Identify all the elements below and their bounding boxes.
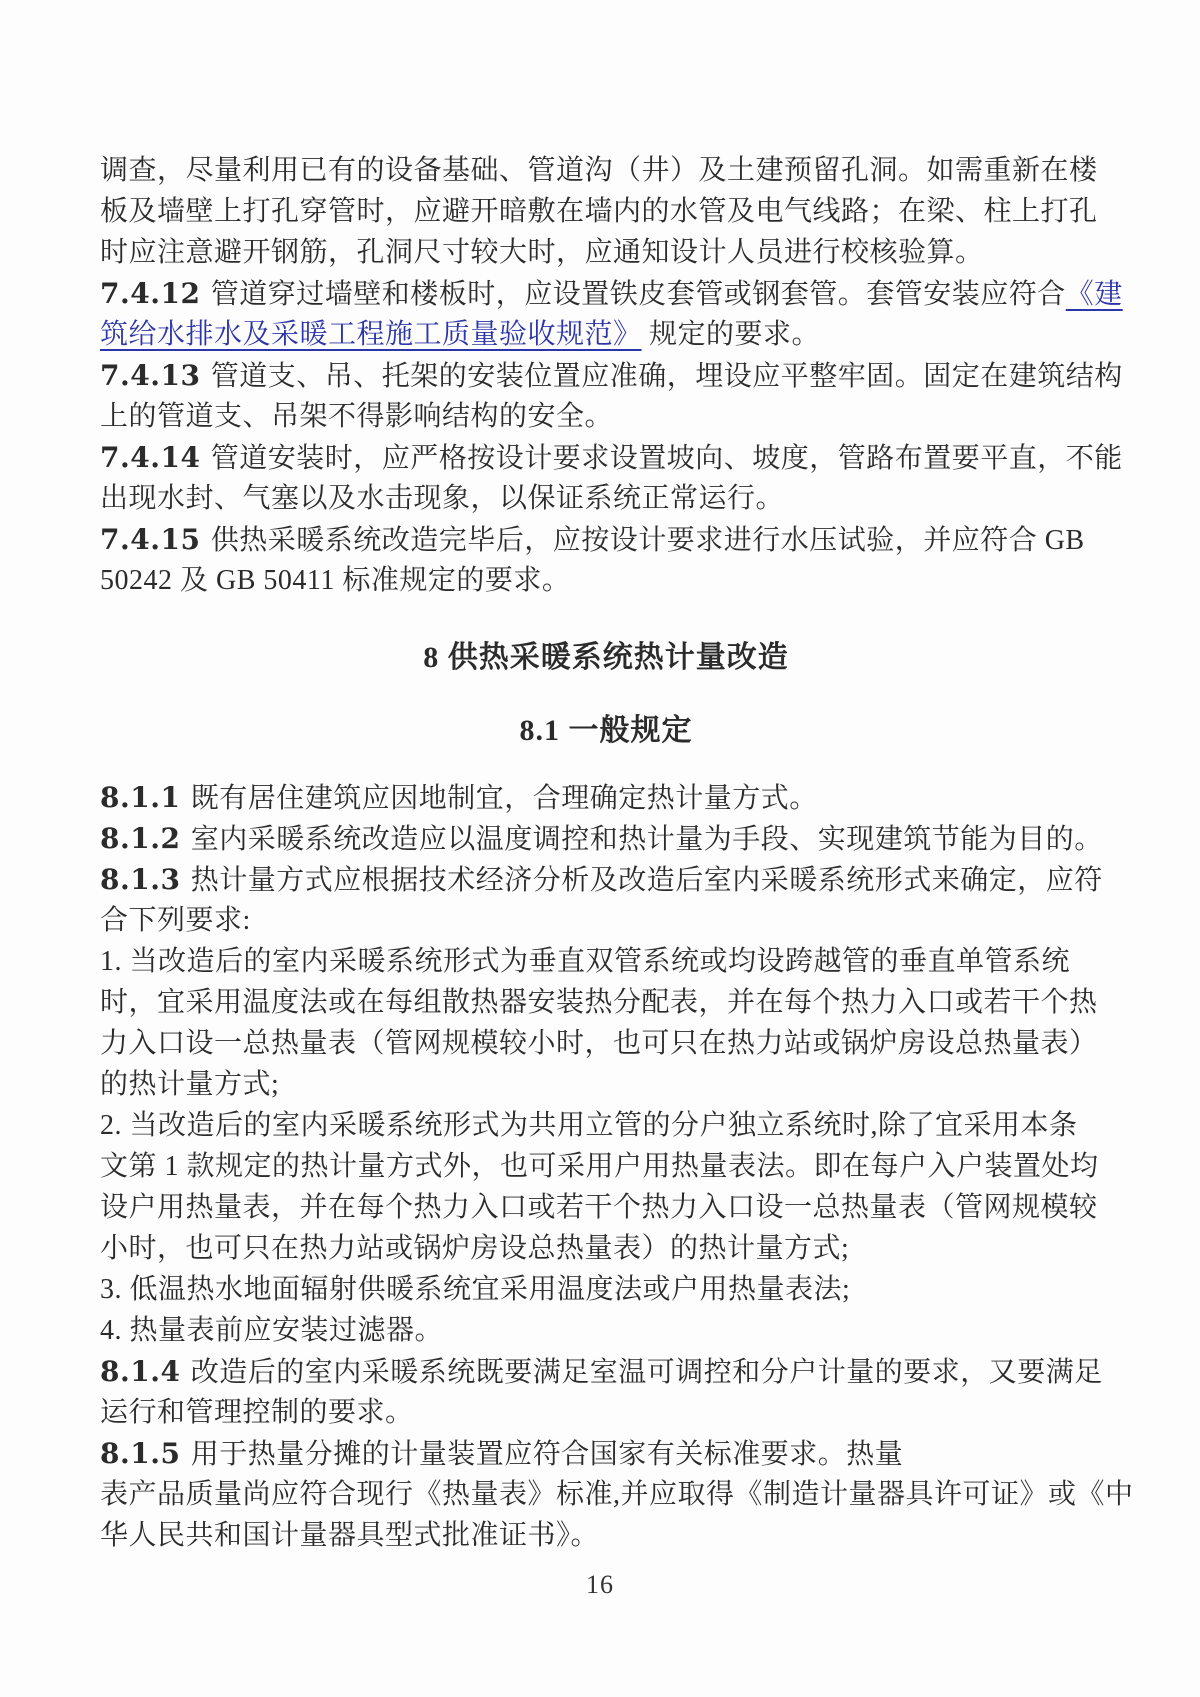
text-line	[100, 1023, 1112, 1064]
text-line	[100, 777, 1112, 818]
clause-number: 8.1.5	[100, 1437, 191, 1470]
text-line	[100, 232, 1112, 273]
clause-number: 8.1.1	[100, 781, 191, 814]
clause-number: 7.4.13	[100, 359, 211, 392]
body-text-segment: 用于热量分摊的计量装置应符合国家有关标准要求。热量	[190, 1439, 904, 1470]
citation-link[interactable]: 《建	[1065, 279, 1123, 310]
text-line	[100, 437, 1123, 478]
page-number: 16	[586, 1570, 614, 1599]
text-line	[100, 1105, 1112, 1146]
body-text-segment: 板及墙壁上打孔穿管时，应避开暗敷在墙内的水管及电气线路；在梁、柱上打孔	[100, 196, 1098, 227]
clause-number: 7.4.15	[100, 523, 211, 556]
clause-number: 8.1.2	[100, 822, 191, 855]
body-text-segment: 表产品质量尚应符合现行《热量表》标准,并应取得《制造计量器具许可证》或《中	[100, 1479, 1134, 1510]
text-line	[100, 314, 1112, 355]
body-text-segment: 50242 及 GB 50411 标准规定的要求。	[100, 565, 571, 596]
text-line	[100, 1064, 1112, 1105]
text-line	[100, 273, 1123, 314]
text-line	[100, 191, 1112, 232]
text-line	[100, 1515, 1112, 1556]
clause-number: 7.4.12	[100, 277, 211, 310]
text-line	[100, 900, 1112, 941]
body-text-segment: 时，宜采用温度法或在每组散热器安装热分配表，并在每个热力入口或若干个热	[100, 987, 1098, 1018]
text-line	[100, 478, 1112, 519]
body-text-segment: 小时，也可只在热力站或锅炉房设总热量表）的热计量方式;	[100, 1233, 850, 1264]
text-line	[100, 1228, 1112, 1269]
text-line	[100, 1474, 1134, 1515]
body-text-segment: 时应注意避开钢筋，孔洞尺寸较大时，应通知设计人员进行校核验算。	[100, 237, 984, 268]
clause-number: 8.1.3	[100, 863, 191, 896]
body-text-segment: 华人民共和国计量器具型式批准证书》。	[100, 1520, 600, 1551]
text-line	[100, 1392, 1112, 1433]
text-line	[100, 355, 1123, 396]
body-text-segment: 文第 1 款规定的热计量方式外，也可采用户用热量表法。即在每户入户装置处均	[100, 1151, 1099, 1182]
body-text-segment: 改造后的室内采暖系统既要满足室温可调控和分户计量的要求，又要满足	[190, 1357, 1103, 1388]
clause-number: 8.1.4	[100, 1355, 191, 1388]
body-text-segment: 既有居住建筑应因地制宜，合理确定热计量方式。	[190, 783, 818, 814]
text-line	[100, 1351, 1112, 1392]
body-text-segment: 的热计量方式;	[100, 1069, 280, 1100]
body-text-segment: 力入口设一总热量表（管网规模较小时，也可只在热力站或锅炉房设总热量表）	[100, 1028, 1098, 1059]
section-heading-8-1: 8.1 一般规定	[519, 714, 693, 747]
section-heading-8: 8 供热采暖系统热计量改造	[423, 641, 789, 674]
text-line	[100, 396, 1112, 437]
clause-number: 7.4.14	[100, 441, 211, 474]
body-text-segment: 设户用热量表，并在每个热力入口或若干个热力入口设一总热量表（管网规模较	[100, 1192, 1098, 1223]
text-line	[100, 1269, 1112, 1310]
citation-link[interactable]: 筑给水排水及采暖工程施工质量验收规范》	[100, 319, 642, 350]
body-text-segment: 2. 当改造后的室内采暖系统形式为共用立管的分户独立系统时,除了宜采用本条	[100, 1110, 1078, 1141]
body-text-segment: 规定的要求。	[641, 319, 821, 350]
body-text-segment: 管道支、吊、托架的安装位置应准确，埋设应平整牢固。固定在建筑结构	[210, 361, 1123, 392]
body-text-segment: 3. 低温热水地面辐射供暖系统宜采用温度法或户用热量表法;	[100, 1274, 851, 1305]
body-text-segment: 4. 热量表前应安装过滤器。	[100, 1315, 444, 1346]
body-text	[100, 150, 1134, 1556]
text-line	[100, 982, 1112, 1023]
body-text-segment: 上的管道支、吊架不得影响结构的安全。	[100, 401, 614, 432]
text-line	[100, 1187, 1112, 1228]
body-text-segment: 1. 当改造后的室内采暖系统形式为垂直双管系统或均设跨越管的垂直单管系统	[100, 946, 1071, 977]
text-line	[100, 859, 1112, 900]
text-line	[100, 1310, 1112, 1351]
body-text-segment: 管道穿过墙壁和楼板时，应设置铁皮套管或钢套管。套管安装应符合	[210, 279, 1066, 310]
body-text-segment: 合下列要求:	[100, 905, 251, 936]
body-text-segment: 管道安装时，应严格按设计要求设置坡向、坡度，管路布置要平直，不能	[210, 443, 1123, 474]
text-line	[100, 150, 1112, 191]
body-text-segment: 供热采暖系统改造完毕后，应按设计要求进行水压试验，并应符合 GB	[210, 525, 1085, 556]
body-text-segment: 出现水封、气塞以及水击现象，以保证系统正常运行。	[100, 483, 785, 514]
text-line	[100, 560, 1112, 601]
text-line	[100, 941, 1112, 982]
body-text-segment: 热计量方式应根据技术经济分析及改造后室内采暖系统形式来确定，应符	[190, 865, 1103, 896]
text-line	[100, 1146, 1112, 1187]
text-line	[100, 519, 1112, 560]
body-text-segment: 运行和管理控制的要求。	[100, 1397, 414, 1428]
text-line	[100, 818, 1112, 859]
text-line	[100, 1433, 1112, 1474]
body-text-segment: 室内采暖系统改造应以温度调控和热计量为手段、实现建筑节能为目的。	[190, 824, 1103, 855]
body-text-segment: 调查，尽量利用已有的设备基础、管道沟（井）及土建预留孔洞。如需重新在楼	[100, 155, 1098, 186]
